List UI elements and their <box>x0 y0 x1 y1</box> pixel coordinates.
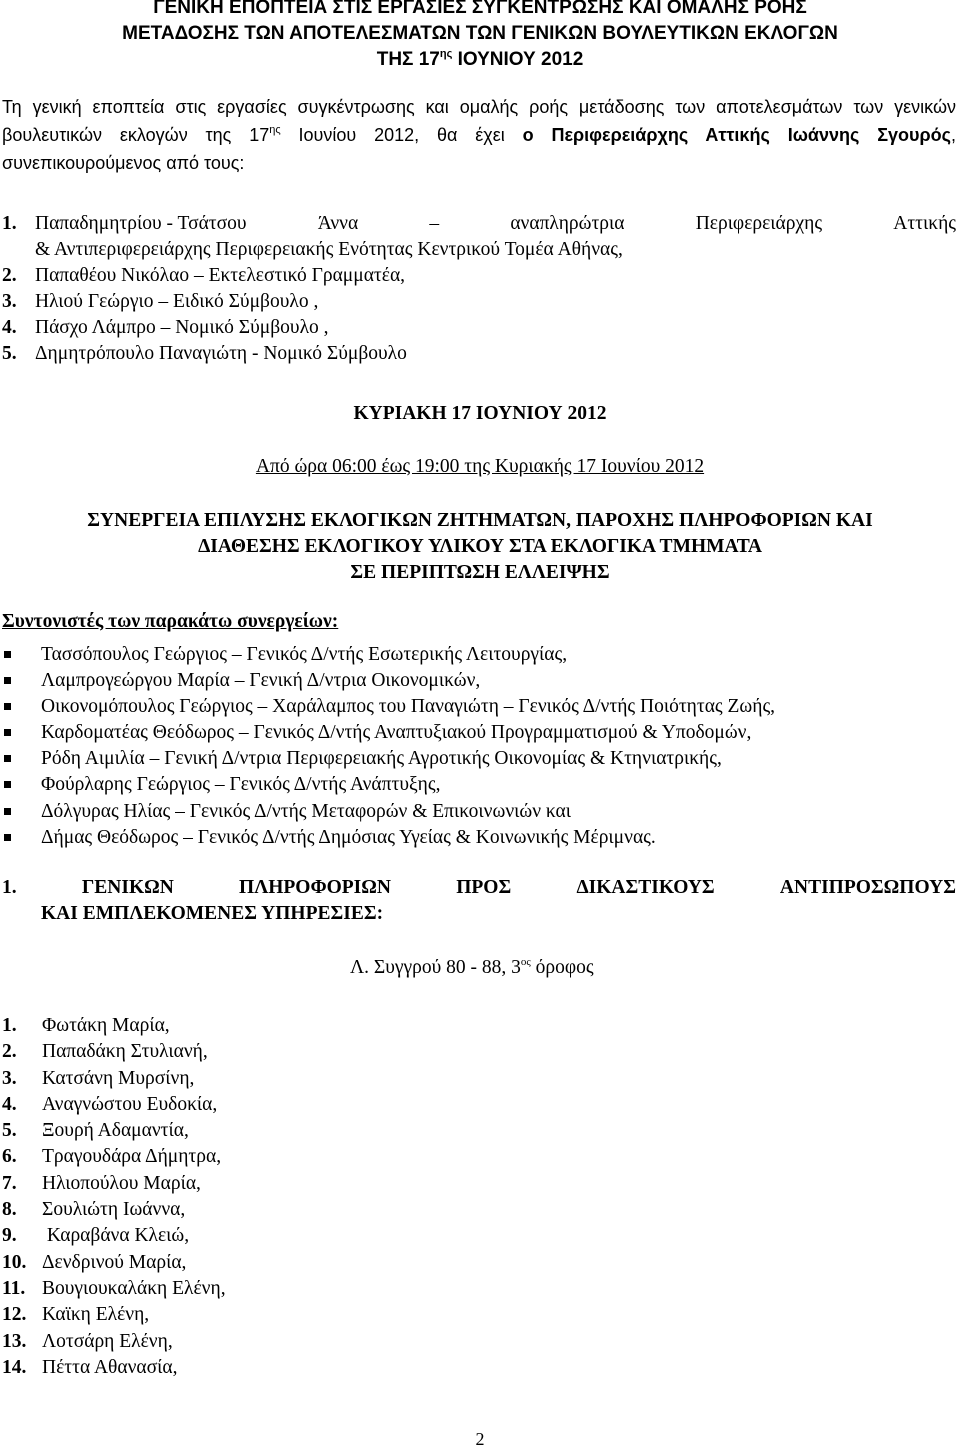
staff-number: 4. <box>2 1093 17 1115</box>
advisor-number: 3. <box>2 291 17 312</box>
address-text: Λ. Συγγρού 80 - 88, 3 <box>350 957 521 978</box>
coordinator-text: Δήμας Θεόδωρος – Γενικός Δ/ντής Δημόσιας Υγείας & Κοινωνικής Μέριμνας. <box>41 826 656 848</box>
advisor-text: Παπαθέου Νικόλαο – Εκτελεστικό Γραμματέα, <box>35 265 406 286</box>
staff-number: 6. <box>2 1146 17 1168</box>
staff-number: 12. <box>2 1304 27 1326</box>
teams-heading <box>0 508 960 586</box>
square-bullet-icon <box>4 703 11 710</box>
coordinator-text: Φούρλαρης Γεώργιος – Γενικός Δ/ντής Ανάπτυξης, <box>41 774 441 796</box>
square-bullet-icon <box>4 808 11 815</box>
advisor-word: αναπληρώτρια <box>510 213 625 234</box>
advisor-text: Ηλιού Γεώργιο – Ειδικό Σύμβουλο , <box>35 291 319 312</box>
staff-number: 9. <box>2 1225 17 1247</box>
advisor-text: Δημητρόπουλο Παναγιώτη - Νομικό Σύμβουλο <box>35 343 407 364</box>
coordinator-item <box>2 825 956 851</box>
square-bullet-icon <box>4 781 11 788</box>
advisor-item-continuation <box>2 237 956 263</box>
teams-heading-line: ΔΙΑΘΕΣΗΣ ΕΚΛΟΓΙΚΟΥ ΥΛΙΚΟΥ ΣΤΑ ΕΚΛΟΓΙΚΑ ΤΜΗΜΑΤΑ <box>198 536 762 557</box>
advisor-number: 2. <box>2 265 17 286</box>
staff-number: 3. <box>2 1067 17 1089</box>
document-title <box>0 0 960 73</box>
time-line <box>0 454 960 480</box>
section-1-word: ΓΕΝΙΚΩΝ <box>81 877 174 898</box>
advisor-item <box>2 211 956 237</box>
page-number: 2 <box>475 1429 485 1449</box>
staff-number: 8. <box>2 1199 17 1221</box>
section-1-heading <box>2 875 956 927</box>
intro-text: , συνεπικουρούμενος από τους: <box>2 125 956 173</box>
ordinal-superscript: ος <box>520 956 531 968</box>
staff-name: Σουλιώτη Ιωάννα, <box>42 1199 186 1221</box>
advisor-text: Πάσχο Λάμπρο – Νομικό Σύμβουλο , <box>35 317 329 338</box>
coordinators-heading: Συντονιστές των παρακάτω συνεργείων: <box>2 611 339 632</box>
intro-text: Τη γενική εποπτεία στις εργασίες συγκέντρωσης και ομαλής ροής μετάδοσης των αποτελεσμάτων των γενικών βουλευτικών εκλογών της 17 <box>2 97 956 145</box>
coordinator-text: Οικονομόπουλος Γεώργιος – Χαράλαμπος του Παναγιώτη – Γενικός Δ/ντής Ποιότητας Ζωής, <box>41 696 776 718</box>
staff-number: 10. <box>2 1251 27 1273</box>
coordinator-item <box>2 694 956 720</box>
advisor-number: 5. <box>2 343 17 364</box>
coordinator-text: Καρδοματέας Θεόδωρος – Γενικός Δ/ντής Αναπτυξιακού Προγραμματισμού & Υποδομών, <box>41 722 752 744</box>
advisor-item <box>2 341 956 367</box>
advisor-word: Άννα <box>317 213 359 234</box>
staff-number: 14. <box>2 1356 27 1378</box>
staff-name: Παπαδάκη Στυλιανή, <box>42 1041 208 1063</box>
coordinator-text: Δόλγυρας Ηλίας – Γενικός Δ/ντής Μεταφορών & Επικοινωνιών και <box>41 800 572 822</box>
staff-number: 7. <box>2 1172 17 1194</box>
teams-heading-line: ΣΕ ΠΕΡΙΠΤΩΣΗ ΕΛΛΕΙΨΗΣ <box>350 562 610 583</box>
title-line: ΓΕΝΙΚΗ ΕΠΟΠΤΕΙΑ ΣΤΙΣ ΕΡΓΑΣΙΕΣ ΣΥΓΚΕΝΤΡΩΣΗΣ ΚΑΙ ΟΜΑΛΗΣ ΡΟΗΣ <box>153 0 807 18</box>
staff-number: 5. <box>2 1120 17 1142</box>
section-1-heading-line <box>2 875 956 901</box>
square-bullet-icon <box>4 651 11 658</box>
advisor-text <box>35 211 956 237</box>
staff-name: Ηλιοπούλου Μαρία, <box>42 1172 201 1194</box>
coordinator-item <box>2 720 956 746</box>
intro-text: Ιουνίου 2012, θα έχει <box>280 125 523 145</box>
coordinator-item <box>2 642 956 668</box>
staff-name: Καραβάνα Κλειώ, <box>42 1225 190 1247</box>
staff-name: Αναγνώστου Ευδοκία, <box>42 1093 218 1115</box>
section-1-word: ΔΙΚΑΣΤΙΚΟΥΣ <box>576 877 715 898</box>
staff-name: Δενδρινού Μαρία, <box>42 1251 187 1273</box>
time-line-text: Από ώρα 06:00 έως 19:00 της Κυριακής 17 Ιουνίου 2012 <box>255 456 705 477</box>
section-1-word: ΠΡΟΣ <box>456 877 512 898</box>
staff-number: 1. <box>2 1015 17 1036</box>
square-bullet-icon <box>4 677 11 684</box>
advisor-text: & Αντιπεριφερειάρχης Περιφερειακής Ενότητας Κεντρικού Τομέα Αθήνας, <box>35 239 623 260</box>
advisor-item <box>2 315 956 341</box>
staff-number: 2. <box>2 1041 17 1063</box>
staff-number: 11. <box>2 1277 26 1299</box>
staff-name: Ξουρή Αδαμαντία, <box>42 1120 189 1142</box>
square-bullet-icon <box>4 755 11 762</box>
section-1-word: ΠΛΗΡΟΦΟΡΙΩΝ <box>239 877 391 898</box>
coordinator-item <box>2 746 956 772</box>
advisor-word: Αττικής <box>893 213 956 234</box>
advisors-list <box>2 211 956 367</box>
staff-name: Καϊκη Ελένη, <box>42 1304 150 1326</box>
coordinator-item <box>2 799 956 825</box>
coordinator-text: Ρόδη Αιμιλία – Γενική Δ/ντρια Περιφερειακής Αγροτικής Οικονομίας & Κτηνιατρικής, <box>41 748 722 770</box>
title-line: ΜΕΤΑΔΟΣΗΣ ΤΩΝ ΑΠΟΤΕΛΕΣΜΑΤΩΝ ΤΩΝ ΓΕΝΙΚΩΝ ΒΟΥΛΕΥΤΙΚΩΝ ΕΚΛΟΓΩΝ <box>122 23 838 44</box>
section-1-heading-line: ΚΑΙ ΕΜΠΛΕΚΟΜΕΝΕΣ ΥΠΗΡΕΣΙΕΣ: <box>41 903 384 924</box>
coordinator-text: Τασσόπουλος Γεώργιος – Γενικός Δ/ντής Εσωτερικής Λειτουργίας, <box>41 644 568 665</box>
coordinator-item <box>2 772 956 798</box>
coordinator-text: Λαμπρογεώργου Μαρία – Γενική Δ/ντρια Οικονομικών, <box>41 670 481 692</box>
teams-heading-line: ΣΥΝΕΡΓΕΙΑ ΕΠΙΛΥΣΗΣ ΕΚΛΟΓΙΚΩΝ ΖΗΤΗΜΑΤΩΝ, ΠΑΡΟΧΗΣ ΠΛΗΡΟΦΟΡΙΩΝ ΚΑΙ <box>87 510 873 531</box>
address-text: όροφος <box>530 957 594 978</box>
advisor-number: 4. <box>2 317 17 338</box>
staff-name: Φωτάκη Μαρία, <box>42 1015 170 1036</box>
title-line-text: ΤΗΣ 17 <box>376 49 440 70</box>
regional-governor-name: ο Περιφερειάρχης Αττικής Ιωάννης Σγουρός <box>522 125 951 145</box>
staff-name: Κατσάνη Μυρσίνη, <box>42 1067 195 1089</box>
address-line <box>0 955 960 981</box>
square-bullet-icon <box>4 729 11 736</box>
day-heading: ΚΥΡΙΑΚΗ 17 ΙΟΥΝΙΟΥ 2012 <box>353 403 607 424</box>
section-1-word: ΑΝΤΙΠΡΟΣΩΠΟΥΣ <box>779 877 956 898</box>
staff-name: Λοτσάρη Ελένη, <box>42 1330 173 1352</box>
coordinators-list <box>2 642 956 851</box>
coordinator-item <box>2 668 956 694</box>
staff-name: Πέττα Αθανασία, <box>42 1356 178 1378</box>
intro-paragraph <box>2 93 956 177</box>
advisor-word: – <box>429 213 440 234</box>
title-line-text: ΙΟΥΝΙΟΥ 2012 <box>452 49 584 70</box>
advisor-item <box>2 263 956 289</box>
staff-name: Τραγουδάρα Δήμητρα, <box>42 1146 222 1168</box>
advisor-word: Περιφερειάρχης <box>695 213 823 234</box>
section-1-word: 1. <box>2 877 17 898</box>
square-bullet-icon <box>4 834 11 841</box>
ordinal-superscript: ης <box>439 48 453 60</box>
staff-number: 13. <box>2 1330 27 1352</box>
advisor-word: Παπαδημητρίου - Τσάτσου <box>35 213 247 234</box>
staff-name: Βουγιουκαλάκη Ελένη, <box>42 1277 226 1299</box>
advisor-item <box>2 289 956 315</box>
advisor-number: 1. <box>2 213 17 234</box>
ordinal-superscript: ης <box>269 124 281 136</box>
title-line <box>0 47 960 73</box>
